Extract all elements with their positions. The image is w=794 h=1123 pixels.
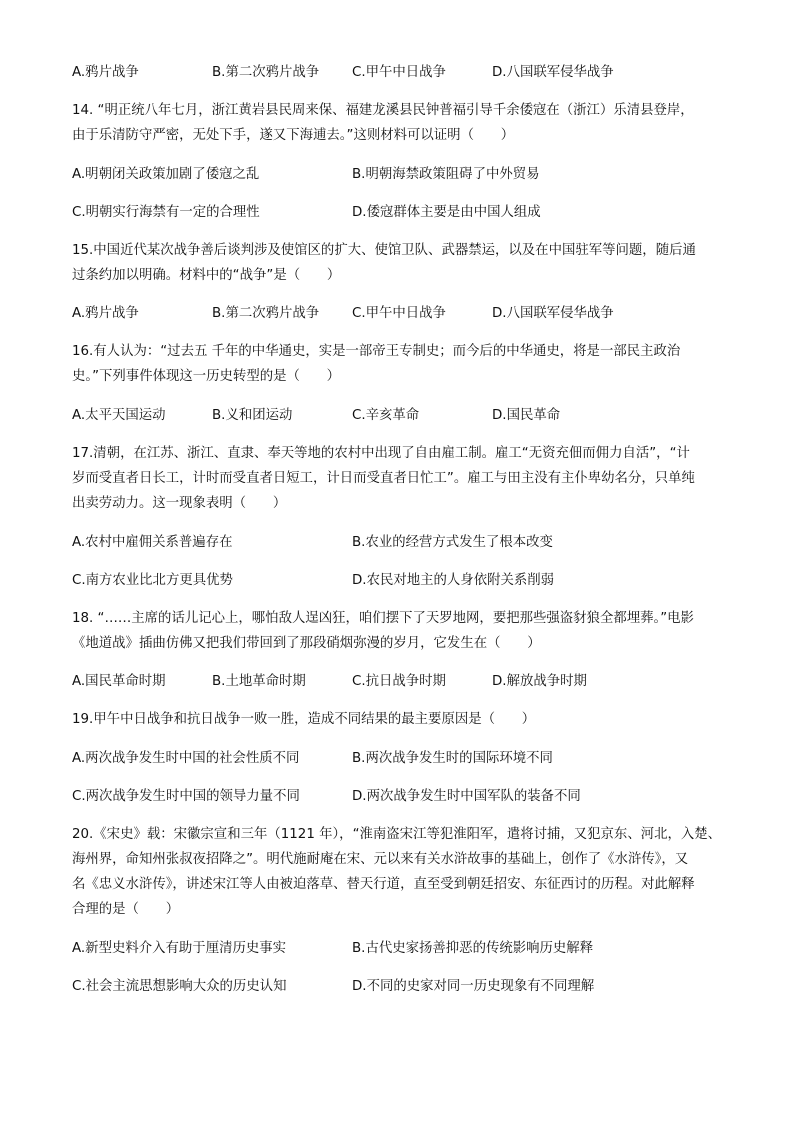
- q18-option-a: A.国民革命时期: [72, 674, 166, 689]
- q15-option-b: B.第二次鸦片战争: [212, 306, 320, 321]
- q17-stem-line-1: 17.清朝，在江苏、浙江、直隶、奉天等地的农村中出现了自由雇工制。雇工“无资充佃而佣力自活”，“计: [72, 446, 690, 461]
- q15-stem-line-2: 过条约加以明确。材料中的“战争”是（ ）: [72, 268, 341, 283]
- q20-stem-line-4: 合理的是（ ）: [72, 902, 180, 917]
- q18-option-b: B.土地革命时期: [212, 674, 306, 689]
- q19-option-d: D.两次战争发生时中国军队的装备不同: [352, 789, 581, 804]
- q20-stem-line-2: 海州界，命知州张叔夜招降之”。明代施耐庵在宋、元以来有关水浒故事的基础上，创作了《水浒传》，又: [72, 852, 689, 867]
- q17-option-a: A.农村中雇佣关系普遍存在: [72, 535, 233, 550]
- q20-option-d: D.不同的史家对同一历史现象有不同理解: [352, 979, 595, 994]
- q20-option-b: B.古代史家扬善抑恶的传统影响历史解释: [352, 941, 594, 956]
- q18-stem-line-1: 18. “……主席的话儿记心上，哪怕敌人逞凶狂，咱们摆下了天罗地网，要把那些强盗豺狼全都埋葬。”电影: [72, 611, 694, 626]
- q16-option-d: D.国民革命: [492, 408, 561, 423]
- q14-option-a: A.明朝闭关政策加剧了倭寇之乱: [72, 167, 260, 182]
- q19-option-a: A.两次战争发生时中国的社会性质不同: [72, 751, 300, 766]
- q14-stem-line-1: 14. “明正统八年七月，浙江黄岩县民周来保、福建龙溪县民钟普福引导千余倭寇在（浙江）乐清县登岸，: [72, 103, 694, 118]
- q14-stem-line-2: 由于乐清防守严密，无处下手，遂又下海逋去。”这则材料可以证明（ ）: [72, 128, 515, 143]
- q15-option-a: A.鸦片战争: [72, 306, 139, 321]
- q15-option-d: D.八国联军侵华战争: [492, 306, 614, 321]
- q15-option-c: C.甲午中日战争: [352, 306, 446, 321]
- q17-stem-line-3: 出卖劳动力。这一现象表明（ ）: [72, 496, 287, 511]
- q19-stem-line-1: 19.甲午中日战争和抗日战争一败一胜，造成不同结果的最主要原因是（ ）: [72, 712, 536, 727]
- q16-option-b: B.义和团运动: [212, 408, 293, 423]
- q17-option-c: C.南方农业比北方更具优势: [72, 573, 233, 588]
- q16-stem-line-2: 史。”下列事件体现这一历史转型的是（ ）: [72, 369, 341, 384]
- q14-option-d: D.倭寇群体主要是由中国人组成: [352, 205, 541, 220]
- q20-stem-line-1: 20.《宋史》载：宋徽宗宣和三年（1121 年），“淮南盗宋江等犯淮阳军，遣将讨捕，又犯京东、河北，入楚、: [72, 827, 722, 842]
- q20-option-c: C.社会主流思想影响大众的历史认知: [72, 979, 287, 994]
- q13-option-a: A.鸦片战争: [72, 65, 139, 80]
- q14-option-b: B.明朝海禁政策阻碍了中外贸易: [352, 167, 540, 182]
- q17-option-d: D.农民对地主的人身依附关系削弱: [352, 573, 555, 588]
- q16-stem-line-1: 16.有人认为：“过去五 千年的中华通史，实是一部帝王专制史；而今后的中华通史，将是一部民主政治: [72, 344, 681, 359]
- q20-option-a: A.新型史料介入有助于厘清历史事实: [72, 941, 287, 956]
- q16-option-a: A.太平天国运动: [72, 408, 166, 423]
- q16-option-c: C.辛亥革命: [352, 408, 420, 423]
- q13-option-c: C.甲午中日战争: [352, 65, 446, 80]
- q13-option-b: B.第二次鸦片战争: [212, 65, 320, 80]
- q18-option-c: C.抗日战争时期: [352, 674, 446, 689]
- q20-stem-line-3: 名《忠义水浒传》，讲述宋江等人由被迫落草、替天行道，直至受到朝廷招安、东征西讨的历程。对此解释: [72, 877, 695, 892]
- q18-stem-line-2: 《地道战》插曲仿佛又把我们带回到了那段硝烟弥漫的岁月，它发生在（ ）: [72, 636, 541, 651]
- q14-option-c: C.明朝实行海禁有一定的合理性: [72, 205, 260, 220]
- q19-option-c: C.两次战争发生时中国的领导力量不同: [72, 789, 300, 804]
- q15-stem-line-1: 15.中国近代某次战争善后谈判涉及使馆区的扩大、使馆卫队、武器禁运，以及在中国驻军等问题，随后通: [72, 243, 696, 258]
- q17-option-b: B.农业的经营方式发生了根本改变: [352, 535, 553, 550]
- q19-option-b: B.两次战争发生时的国际环境不同: [352, 751, 553, 766]
- q17-stem-line-2: 岁而受直者日长工，计时而受直者日短工，计日而受直者日忙工”。雇工与田主没有主仆卑幼名分，只单纯: [72, 471, 695, 486]
- q18-option-d: D.解放战争时期: [492, 674, 587, 689]
- q13-option-d: D.八国联军侵华战争: [492, 65, 614, 80]
